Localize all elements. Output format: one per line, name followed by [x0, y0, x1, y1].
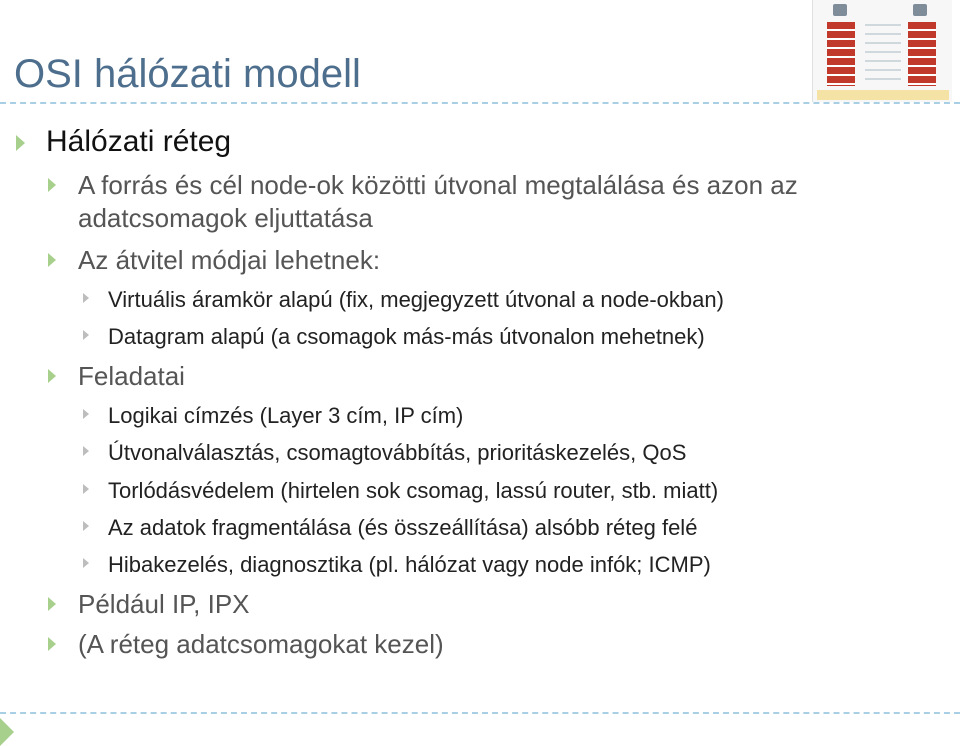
- corner-arrow-icon: [0, 718, 14, 746]
- osi-diagram-thumbnail: [812, 0, 952, 102]
- bullet-arrow-icon: [16, 135, 25, 151]
- bullet-level2: Az átvitel módjai lehetnek:: [78, 245, 380, 276]
- bullet-arrow-icon: [83, 558, 89, 568]
- bullet-level1: Hálózati réteg: [46, 125, 231, 159]
- title-divider: [0, 102, 960, 104]
- osi-layer-stack-left: [827, 22, 855, 86]
- bullet-level2: (A réteg adatcsomagokat kezel): [78, 629, 444, 660]
- bullet-level2: Például IP, IPX: [78, 589, 250, 620]
- osi-middle-lines: [865, 24, 901, 84]
- bullet-level3: Útvonalválasztás, csomagtovábbítás, prioritáskezelés, QoS: [108, 440, 686, 466]
- bullet-arrow-icon: [83, 521, 89, 531]
- computer-icon: [833, 4, 847, 16]
- bullet-arrow-icon: [83, 446, 89, 456]
- bullet-arrow-icon: [48, 637, 56, 651]
- bullet-arrow-icon: [48, 369, 56, 383]
- bullet-level2: A forrás és cél node-ok közötti útvonal megtalálása és azon az: [78, 170, 798, 201]
- transmission-medium-bar: [817, 90, 949, 100]
- bullet-arrow-icon: [83, 293, 89, 303]
- bullet-level3: Virtuális áramkör alapú (fix, megjegyzett útvonal a node-okban): [108, 287, 724, 313]
- bullet-level3: Az adatok fragmentálása (és összeállítása) alsóbb réteg felé: [108, 515, 697, 541]
- computer-icon: [913, 4, 927, 16]
- bullet-level3: Logikai címzés (Layer 3 cím, IP cím): [108, 403, 463, 429]
- osi-layer-stack-right: [908, 22, 936, 86]
- bullet-arrow-icon: [83, 484, 89, 494]
- footer-divider: [0, 712, 960, 714]
- bullet-level3: Hibakezelés, diagnosztika (pl. hálózat vagy node infók; ICMP): [108, 552, 711, 578]
- slide-title: OSI hálózati modell: [14, 52, 361, 96]
- bullet-level2-continuation: adatcsomagok eljuttatása: [78, 203, 373, 233]
- bullet-arrow-icon: [83, 409, 89, 419]
- bullet-level2: Feladatai: [78, 361, 185, 392]
- bullet-level3: Datagram alapú (a csomagok más-más útvonalon mehetnek): [108, 324, 705, 350]
- bullet-arrow-icon: [48, 597, 56, 611]
- bullet-level3: Torlódásvédelem (hirtelen sok csomag, lassú router, stb. miatt): [108, 478, 718, 504]
- bullet-arrow-icon: [48, 253, 56, 267]
- bullet-arrow-icon: [83, 330, 89, 340]
- bullet-arrow-icon: [48, 178, 56, 192]
